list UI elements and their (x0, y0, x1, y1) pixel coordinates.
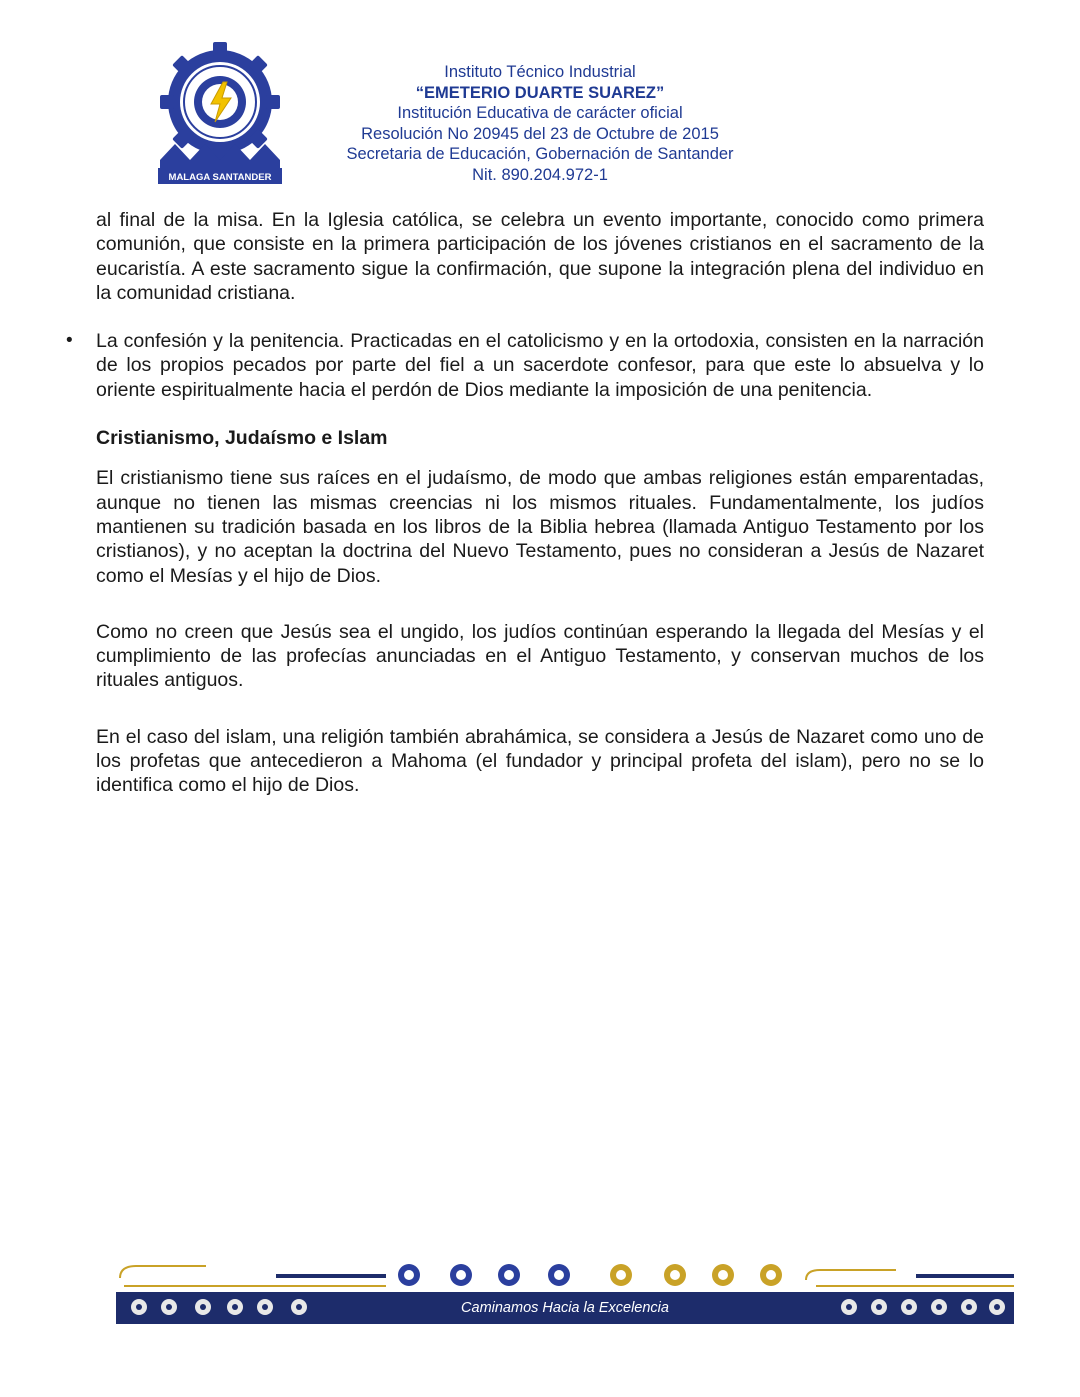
logo-caption: MALAGA SANTANDER (168, 172, 272, 183)
section-heading: Cristianismo, Judaísmo e Islam (96, 427, 388, 450)
page-footer (116, 1258, 1014, 1326)
gear-icon (448, 1262, 474, 1288)
gear-icon (988, 1298, 1006, 1316)
institution-logo (155, 40, 285, 188)
paragraph-judios: Como no creen que Jesús sea el ungido, los judíos continúan esperando la llegada del Mesías y el cumplimiento de las profecías anunciadas en el Antiguo Testamento, y conservan muchos de los rituales antiguos. (96, 620, 984, 692)
bullet-list-item (66, 329, 984, 402)
bullet-icon: • (66, 330, 73, 352)
gear-icon (870, 1298, 888, 1316)
header-line-1: Instituto Técnico Industrial (444, 63, 636, 81)
gear-icon (396, 1262, 422, 1288)
header-line-3: Institución Educativa de carácter oficial (397, 104, 683, 122)
gear-icon (960, 1298, 978, 1316)
footer-slogan: Caminamos Hacia la Excelencia (461, 1300, 669, 1316)
gear-icon (662, 1262, 688, 1288)
document-body (66, 208, 984, 798)
gear-icon (840, 1298, 858, 1316)
institution-header-text (310, 62, 770, 185)
header-line-5: Secretaria de Educación, Gobernación de Santander (346, 145, 734, 163)
header-line-4: Resolución No 20945 del 23 de Octubre de 2015 (361, 124, 719, 143)
paragraph-islam: En el caso del islam, una religión también abrahámica, se considera a Jesús de Nazaret como uno de los profetas que antecedieron a Mahoma (el fundador y principal profeta del islam), pero no se lo identifica como el hijo de Dios. (96, 725, 984, 797)
paragraph-cristianismo: El cristianismo tiene sus raíces en el judaísmo, de modo que ambas religiones están emparentadas, aunque no tienen las mismas creencias ni los mismos rituales. Fundamentalmente, los judíos mantienen su tradición basada en los libros de la Biblia hebrea (llamada Antiguo Testamento por los cristianos), y no aceptan la doctrina del Nuevo Testamento, pues no consideran a Jesús de Nazaret como el Mesías y el hijo de Dios. (96, 467, 984, 587)
gear-icon (930, 1298, 948, 1316)
gear-icon (710, 1262, 736, 1288)
gear-icon (900, 1298, 918, 1316)
gear-icon (546, 1262, 572, 1288)
paragraph-eucaristia: al final de la misa. En la Iglesia católica, se celebra un evento importante, conocido como primera comunión, que consiste en la primera participación de los jóvenes cristianos en el sacramento de la eucaristía. A este sacramento sigue la confirmación, que supone la integración plena del individuo en la comunidad cristiana. (96, 209, 984, 304)
header-institution-name: “EMETERIO DUARTE SUAREZ” (415, 83, 665, 102)
gear-icon (608, 1262, 634, 1288)
page-header (0, 0, 1080, 200)
bullet-confesion-text: La confesión y la penitencia. Practicadas en el catolicismo y en la ortodoxia, consisten en la narración de los propios pecados por parte del fiel a un sacerdote confesor, para que este lo absuelva y lo oriente espiritualmente hacia el perdón de Dios mediante la imposición de una penitencia. (96, 330, 984, 401)
gear-icon (496, 1262, 522, 1288)
gear-icon (758, 1262, 784, 1288)
header-line-6: Nit. 890.204.972-1 (472, 165, 608, 184)
